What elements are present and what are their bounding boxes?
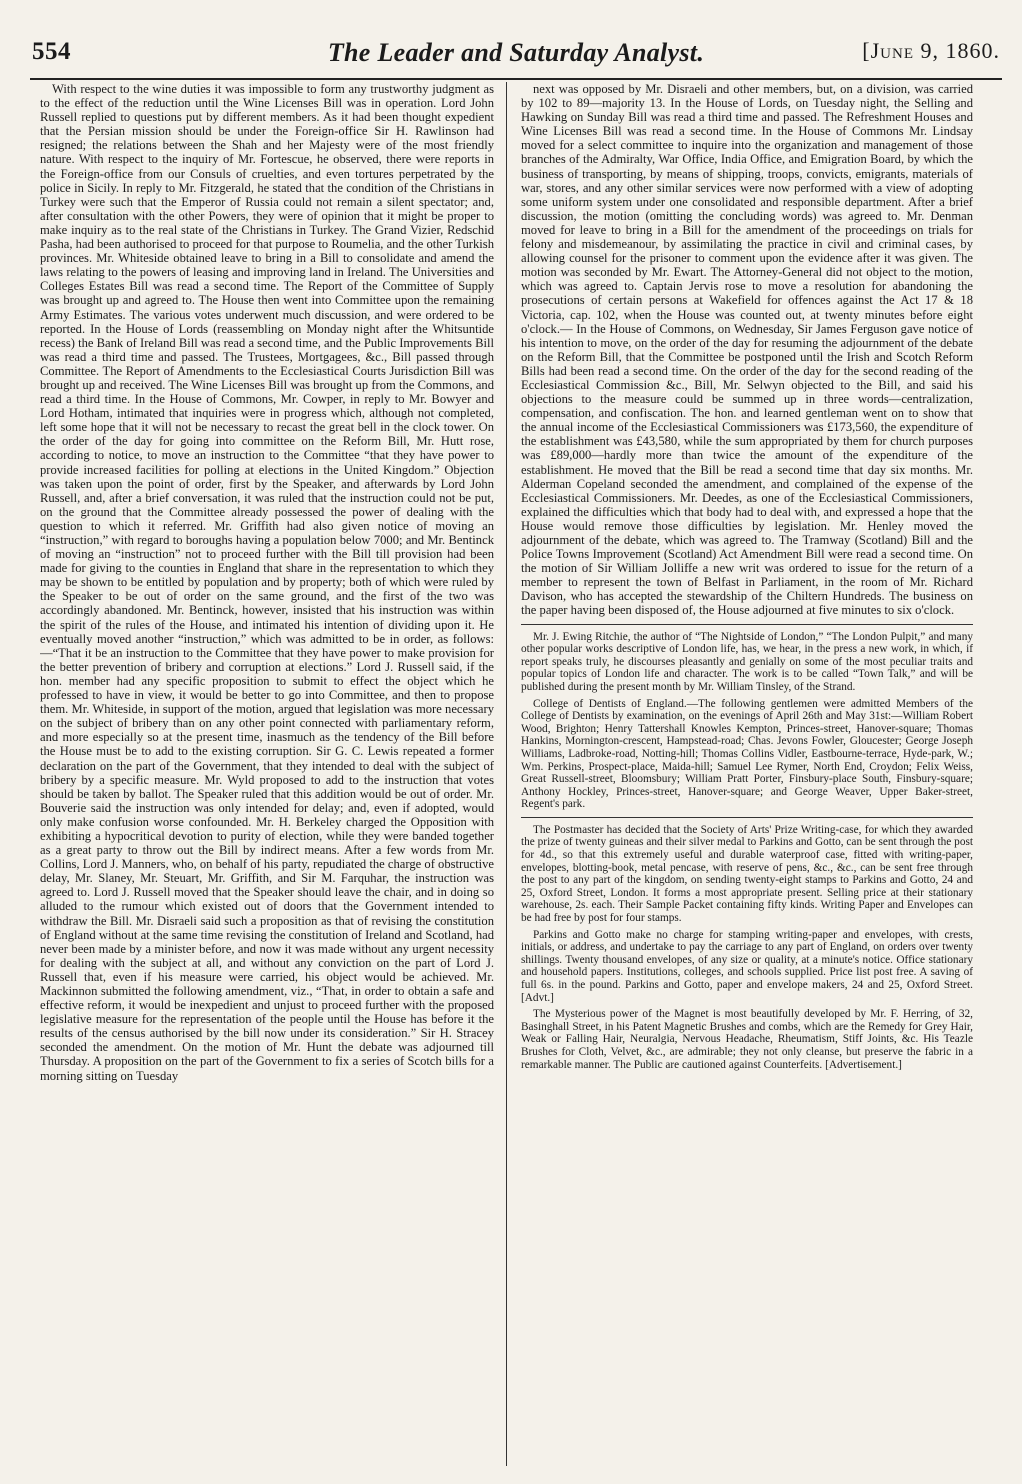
left-column <box>40 82 506 1466</box>
journal-title: The Leader and Saturday Analyst. <box>327 38 705 67</box>
header-rule <box>30 78 1002 80</box>
parliamentary-summary: With respect to the wine duties it was impossible to form any trustworthy judgment as to the effect of the reduction until the Wine Licenses Bill was in operation. Lord John Russell replied to questions put by different members. As it had been thought expedient that the Persian mission should be under the Foreign-office Sir H. Rawlinson had resigned; the relations between the Shah and her Majesty were of the most friendly nature. With respect to the inquiry of Mr. Fortescue, he observed, there were reports in the Foreign-office from our Consuls of cruelties, and even tortures perpetrated by the police in Sicily. In reply to Mr. Fitzgerald, he stated that the condition of the Christians in Turkey were such that the Emperor of Russia could not remain a silent spectator; and, after consultation with the other Powers, they were of opinion that it might be proper to make inquiry as to the real state of the Christians in Turkey. The Grand Vizier, Redschid Pasha, had been authorised to proceed for that purpose to Roumelia, and the other Turkish provinces. Mr. Whiteside obtained leave to bring in a Bill to consolidate and amend the laws relating to the powers of leasing and improving land in Ireland. The Universities and Colleges Estates Bill was read a second time. The Report of the Committee of Supply was brought up and agreed to. The House then went into Committee upon the remaining Army Estimates. The various votes underwent much discussion, and were ordered to be reported. In the House of Lords (reassembling on Monday night after the Whitsuntide recess) the Bank of Ireland Bill was read a second time, and the Public Improvements Bill was read a third time and passed. The Trustees, Mortgagees, &c., Bill passed through Committee. The Report of Amendments to the Ecclesiastical Courts Jurisdiction Bill was brought up and received. The Wine Licenses Bill was brought up from the Commons, and read a third time. In the House of Commons, Mr. Cowper, in reply to Mr. Bowyer and Lord Hotham, intimated that inquiries were in progress which, although not completed, left some hope that it will not be necessary to recast the great bell in the clock tower. On the order of the day for going into committee on the Reform Bill, Mr. Hutt rose, according to notice, to move an instruction to the Committee “that they have power to provide increased facilities for polling at elections in the United Kingdom.” Objection was taken upon the point of order, first by the Speaker, and afterwards by Lord John Russell, and, after a brief conversation, it was ruled that the instruction could not be put, on the ground that the Committee already possessed the power of dealing with the question to which it referred. Mr. Griffith had also given notice of moving an “instruction,” with regard to boroughs having a population below 7000; and Mr. Bentinck of moving an “instruction” not to proceed further with the Bill till provision had been made for giving to the counties in England that share in the representation to which they may be shown to be entitled by population and by property; both of which were ruled by the Speaker to be out of order on the same ground, and the first of the two was accordingly abandoned. Mr. Bentinck, however, insisted that his instruction was within the spirit of the rules of the House, and intimated his intention of dividing upon it. He eventually moved another “instruction,” which was admitted to be in order, as follows:—“That it be an instruction to the Committee that they have power to make provision for the better prevention of bribery and corruption at elections.” Lord J. Russell said, if the hon. member had any specific proposition to submit to effect the object which he professed to have in view, it would be better to go into Committee, and then to propose them. Mr. Whiteside, in support of the motion, argued that legislation was more necessary on the subject of bribery than on any other point connected with parliamentary reform, and more especially so at the present time, inasmuch as the tendency of the Bill before the House must be to add to the existing corruption. Sir G. C. Lewis repeated a former declaration on the part of the Government, that they intended to deal with the subject of bribery by a specific measure. Mr. Wyld proposed to add to the instruction that votes should be taken by ballot. The Speaker ruled that this addition would be out of order. Mr. Bouverie said the instruction was only intended for delay; and, even if adopted, would only make confusion worse confounded. Mr. H. Berkeley charged the Opposition with exhibiting a hypocritical devotion to purity of election, while they were banded together as a great party to throw out the Bill by indirect means. After a few words from Mr. Collins, Lord J. Manners, who, on behalf of his party, repudiated the charge of obstructive delay, Mr. Slaney, Mr. Steuart, Mr. Griffith, and Sir M. Farquhar, the instruction was agreed to. Lord J. Russell moved that the Speaker should leave the chair, and in doing so alluded to the rumour which existed out of doors that the Government intended to withdraw the Bill. Mr. Disraeli said such a proposition as that of revising the constitution of England without at the same time revising the constitution of Ireland and Scotland, had never been made by a minister before, and now it was made without any urgent necessity for dealing with the subject at all, and without any conviction on the part of Lord J. Russell that, even if his measure were carried, his object would be achieved. Mr. Mackinnon submitted the following amendment, viz., “That, in order to obtain a safe and effective reform, it would be inexpedient and unjust to proceed further with the proposed legislative measure for the representation of the people until the House has before it the results of the census authorised by the bill now under its consideration.” Sir H. Stracey seconded the amendment. On the motion of Mr. Hunt the debate was adjourned till Thursday. A proposition on the part of the Government to fix a series of Scotch bills for a morning sitting on Tuesday <box>40 82 494 1083</box>
notes-section <box>521 624 973 811</box>
page-header <box>30 18 1002 70</box>
page-number: 554 <box>32 38 71 65</box>
advertisement: Parkins and Gotto make no charge for stamping writing-paper and envelopes, with crests, initials, or address, and undertake to pay the carriage to any part of England, on orders over twenty shillings. Twenty thousand envelopes, of any size or quality, at a minute's notice. Office stationary and household papers. Institutions, colleges, and schools supplied. Price list post free. A saving of full 6s. in the pound. Parkins and Gotto, paper and envelope makers, 24 and 25, Oxford Street. [Advt.] <box>521 928 973 1004</box>
ritchie-note: Mr. J. Ewing Ritchie, the author of “The Nightside of London,” “The London Pulpit,” and many other popular works descriptive of London life, has, we hear, in the press a new work, in which, if report speaks truly, he discourses pleasantly and genially on some of the most peculiar traits and popular topics of London life and character. The work is to be called “Town Talk,” and will be published during the present month by Mr. William Tinsley, of the Strand. <box>521 630 973 693</box>
right-column <box>507 82 973 1466</box>
advertisement: The Mysterious power of the Magnet is most beautifully developed by Mr. F. Herring, of 32, Basinghall Street, in his Patent Magnetic Brushes and combs, which are the Remedy for Grey Hair, Weak or Falling Hair, Neuralgia, Nervous Headache, Rheumatism, Stiff Joints, &c. His Teazle Brushes for Cloth, Velvet, &c., are admirable; they not only cleanse, but preserve the fabric in a remarkable manner. The Public are cautioned against Counterfeits. [Advertisement.] <box>521 1008 973 1071</box>
parliamentary-summary-continued: next was opposed by Mr. Disraeli and other members, but, on a division, was carried by 102 to 89—majority 13. In the House of Lords, on Tuesday night, the Selling and Hawking on Sunday Bill was read a third time and passed. The Refreshment Houses and Wine Licenses Bill was read a second time. In the House of Commons Mr. Lindsay moved for a select committee to inquire into the organization and management of those branches of the Admiralty, War Office, India Office, and Emigration Board, by which the business of transporting, by means of shipping, troops, convicts, emigrants, materials of war, stores, and any other similar services were now performed with a view of adopting some uniform system under one consolidated and responsible department. After a brief discussion, the motion (omitting the concluding words) was agreed to. Mr. Denman moved for leave to bring in a Bill for the amendment of the proceedings on trials for felony and misdemeanour, by assimilating the practice in civil and criminal cases, by allowing counsel for the prisoner to comment upon the evidence after it was given. The motion was seconded by Mr. Ewart. The Attorney-General did not object to the motion, which was agreed to. Captain Jervis rose to move a resolution for abandoning the prosecutions of certain persons at Wakefield for offences against the Act 17 & 18 Victoria, cap. 102, when the House was counted out, at twenty minutes before eight o'clock.— In the House of Commons, on Wednesday, Sir James Ferguson gave notice of his intention to move, on the order of the day for resuming the adjournment of the debate on the Reform Bill, that the Committee be postponed until the Irish and Scotch Reform Bills had been read a second time. On the order of the day for the second reading of the Ecclesiastical Commission &c., Bill, Mr. Selwyn objected to the Bill, and said his objections to the measure could be summed up in three words—centralization, compensation, and confiscation. The hon. and learned gentleman went on to show that the annual income of the Ecclesiastical Commissioners was £173,560, the expenditure of the establishment was £43,580, while the sum appropriated by them for church purposes was £89,000—hardly more than twice the amount of the expenditure of the establishment. He moved that the Bill be read a second time that day six months. Mr. Alderman Copeland seconded the amendment, and complained of the expense of the Ecclesiastical Commissioners. Mr. Deedes, as one of the Ecclesiastical Commissioners, explained the difficulties which that body had to deal with, and expressed a hope that the House would remove those difficulties by legislation. Mr. Henley moved the adjournment of the debate, which was agreed to. The Tramway (Scotland) Bill and the Police Towns Improvement (Scotland) Act Amendment Bill were read a second time. On the motion of Sir William Jolliffe a new writ was ordered to issue for the return of a member to represent the town of Belfast in Parliament, in the room of Mr. Richard Davison, who has accepted the stewardship of the Chiltern Hundreds. The business on the paper having been disposed of, the House adjourned at five minutes to six o'clock. <box>521 82 973 618</box>
article-columns <box>40 82 990 1466</box>
advertisement: The Postmaster has decided that the Society of Arts' Prize Writing-case, for which they awarded the prize of twenty guineas and their silver medal to Parkins and Gotto, can be sent through the post for 4d., so that this extremely useful and durable waterproof case, fitted with writing-paper, envelopes, blotting-book, metal pencase, with reserve of pens, &c., &c., can be sent free through the post to any part of the kingdom, on sending twenty-eight stamps to Parkins and Gotto, 24 and 25, Oxford Street, London. It forms a most appropriate present. Selling price at their stationary warehouse, 2s. each. Their Sample Packet containing fifty kinds. Writing Paper and Envelopes can be had free by post for four stamps. <box>521 823 973 925</box>
dentists-note: College of Dentists of England.—The following gentlemen were admitted Members of the College of Dentists by examination, on the evenings of April 26th and May 31st:—William Robert Wood, Brighton; Henry Tattershall Knowles Kempton, Princes-street, Hanover-square; Thomas Hankins, Mornington-crescent, Hampstead-road; Chas. Jevons Fowler, Gloucester; George Joseph Williams, Ladbroke-road, Notting-hill; Thomas Collins Vidler, Eastbourne-terrace, Hyde-park, W.; Wm. Perkins, Prospect-place, Maida-hill; Samuel Lee Rymer, North End, Croydon; Felix Weiss, Great Russell-street, Bloomsbury; William Pratt Porter, Finsbury-place South, Finsbury-square; Anthony Hockley, Princes-street, Hanover-square; and George Weaver, Upper Baker-street, Regent's park. <box>521 697 973 811</box>
issue-date: [June 9, 1860. <box>862 38 1000 63</box>
advertisements-section <box>521 817 973 1071</box>
